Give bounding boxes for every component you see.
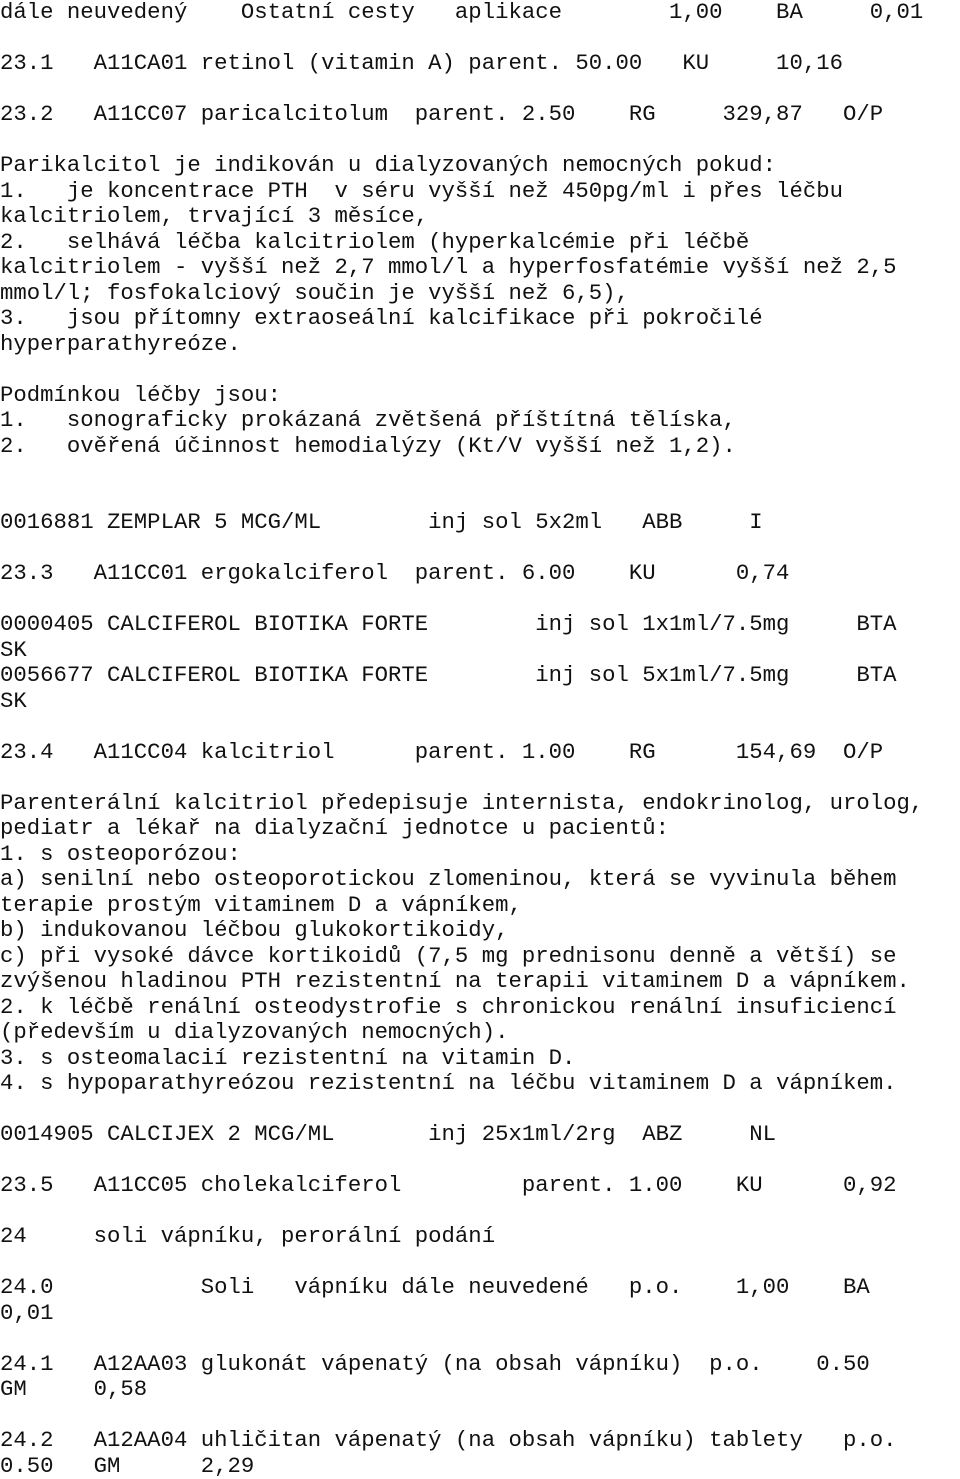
text-line: 23.3 A11CC01 ergokalciferol parent. 6.00 KU 0,74	[0, 560, 790, 586]
text-line: SK	[0, 636, 27, 663]
text-line: 0.50 GM 2,29	[0, 1452, 255, 1479]
text-line: 0014905 CALCIJEX 2 MCG/ML inj 25x1ml/2rg ABZ NL	[0, 1121, 777, 1147]
text-line: 0,01	[0, 1299, 54, 1326]
text-line: 24.2 A12AA04 uhličitan vápenatý (na obsah vápníku) tablety p.o.	[0, 1427, 897, 1453]
text-line: dále neuvedený Ostatní cesty aplikace 1,00 BA 0,01	[0, 0, 924, 25]
blank-line	[0, 587, 960, 613]
text-line: 24.0 Soli vápníku dále neuvedené p.o. 1,00 BA	[0, 1274, 870, 1300]
text-line: 23.1 A11CA01 retinol (vitamin A) parent. 50.00 KU 10,16	[0, 50, 843, 76]
text-line: Parikalcitol je indikován u dialyzovaných nemocných pokud:	[0, 152, 777, 178]
text-line: 1. sonograficky prokázaná zvětšená příštítná tělíska,	[0, 407, 736, 433]
blank-line	[0, 1326, 960, 1352]
blank-line	[0, 485, 960, 511]
text-line: Parenterální kalcitriol předepisuje internista, endokrinolog, urolog,	[0, 789, 924, 816]
text-line: pediatr a lékař na dialyzační jednotce u pacientů:	[0, 815, 670, 841]
blank-line	[0, 1250, 960, 1276]
text-line: 23.4 A11CC04 kalcitriol parent. 1.00 RG 154,69 O/P	[0, 738, 884, 765]
text-line: b) indukovanou léčbou glukokortikoidy,	[0, 917, 509, 943]
text-line: terapie prostým vitaminem D a vápníkem,	[0, 891, 522, 918]
text-line: 24 soli vápníku, perorální podání	[0, 1223, 496, 1249]
blank-line	[0, 1097, 960, 1123]
text-line: c) při vysoké dávce kortikoidů (7,5 mg prednisonu denně a větší) se	[0, 942, 897, 969]
text-line: 23.5 A11CC05 cholekalciferol parent. 1.00 KU 0,92	[0, 1172, 897, 1198]
blank-line	[0, 536, 960, 562]
text-line: 3. jsou přítomny extraoseální kalcifikace při pokročilé	[0, 305, 763, 331]
blank-line	[0, 26, 960, 52]
text-line: 2. k léčbě renální osteodystrofie s chronickou renální insuficiencí	[0, 993, 897, 1020]
blank-line	[0, 128, 960, 154]
text-line: kalcitriolem, trvající 3 měsíce,	[0, 203, 429, 229]
text-line: hyperparathyreóze.	[0, 330, 241, 357]
text-line: GM 0,58	[0, 1376, 148, 1402]
text-line: zvýšenou hladinou PTH rezistentní na terapii vitaminem D a vápníkem.	[0, 968, 910, 994]
blank-line	[0, 765, 960, 791]
text-line: (především u dialyzovaných nemocných).	[0, 1019, 509, 1045]
text-line: 2. ověřená účinnost hemodialýzy (Kt/V vyšší než 1,2).	[0, 432, 736, 459]
blank-line	[0, 1403, 960, 1429]
text-line: 0016881 ZEMPLAR 5 MCG/ML inj sol 5x2ml ABB I	[0, 509, 763, 535]
text-line: kalcitriolem - vyšší než 2,7 mmol/l a hyperfosfatémie vyšší než 2,5	[0, 254, 897, 280]
text-line: Podmínkou léčby jsou:	[0, 381, 281, 408]
text-line: SK	[0, 687, 27, 714]
text-line: 0056677 CALCIFEROL BIOTIKA FORTE inj sol 5x1ml/7.5mg BTA	[0, 662, 897, 688]
blank-line	[0, 1199, 960, 1225]
text-line: 3. s osteomalacií rezistentní na vitamin D.	[0, 1044, 576, 1071]
text-line: 1. s osteoporózou:	[0, 840, 241, 867]
text-line: 1. je koncentrace PTH v séru vyšší než 450pg/ml i přes léčbu	[0, 177, 843, 204]
blank-line	[0, 714, 960, 740]
text-line: 2. selhává léčba kalcitriolem (hyperkalcémie při léčbě	[0, 228, 750, 255]
blank-line	[0, 459, 960, 485]
text-line: 23.2 A11CC07 paricalcitolum parent. 2.50 RG 329,87 O/P	[0, 101, 884, 127]
blank-line	[0, 1148, 960, 1174]
text-line: mmol/l; fosfokalciový součin je vyšší než 6,5),	[0, 279, 629, 306]
blank-line	[0, 357, 960, 383]
text-line: 24.1 A12AA03 glukonát vápenatý (na obsah vápníku) p.o. 0.50	[0, 1350, 870, 1377]
text-line: 0000405 CALCIFEROL BIOTIKA FORTE inj sol 1x1ml/7.5mg BTA	[0, 611, 897, 637]
text-line: 4. s hypoparathyreózou rezistentní na léčbu vitaminem D a vápníkem.	[0, 1070, 897, 1096]
blank-line	[0, 77, 960, 103]
text-line: a) senilní nebo osteoporotickou zlomeninou, která se vyvinula během	[0, 866, 897, 892]
